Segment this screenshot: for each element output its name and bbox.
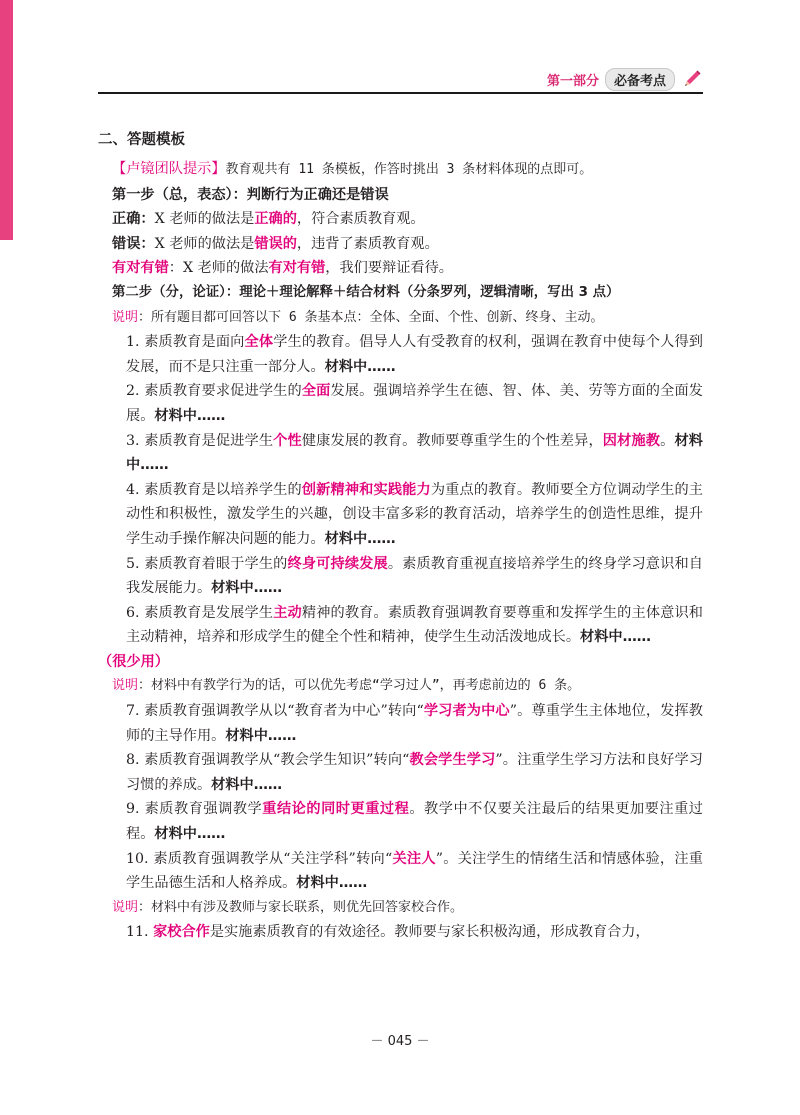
item-7-post: ”。尊重学生主体地位，发挥教师的主导作用。	[126, 703, 703, 744]
section-badge: 必备考点	[605, 68, 675, 91]
note-1-text: ：所有题目都可回答以下 6 条基本点：全体、全面、个性、创新、终身、主动。	[138, 309, 604, 325]
item-7-pre: 7. 素质教育强调教学从以“教育者为中心”转向“	[126, 703, 424, 720]
item-1-highlight: 全体	[244, 334, 274, 351]
rarely-used-note: （很少用）	[98, 653, 169, 670]
item-3-post: 健康发展的教育。教师要尊重学生的个性差异，	[301, 432, 603, 449]
part-label: 第一部分	[546, 73, 599, 89]
item-4-pre: 4. 素质教育是以培养学生的	[126, 481, 302, 498]
note-2	[98, 674, 703, 699]
item-1-pre: 1. 素质教育是面向	[126, 334, 245, 351]
item-3-pre: 3. 素质教育是促进学生	[126, 432, 274, 449]
pencil-icon	[681, 68, 703, 90]
item-3	[98, 429, 703, 478]
item-11	[98, 920, 703, 945]
correct-highlight: 正确的	[254, 211, 297, 228]
item-5-highlight: 终身可持续发展	[287, 555, 388, 572]
correct-post: ，符合素质教育观。	[296, 211, 425, 228]
wrong-label: 错误：	[112, 235, 155, 252]
item-6-material: 材料中……	[580, 629, 651, 646]
item-1-post: 学生的教育。倡导人人有受教育的权利，强调在教育中使每个人得到发展，而不是只注重一部分人。	[126, 334, 703, 375]
wrong-line	[98, 232, 703, 257]
tip-line	[98, 157, 703, 183]
item-9-pre: 9. 素质教育强调教学	[126, 801, 263, 818]
item-11-highlight: 家校合作	[153, 924, 210, 941]
mixed-mid: ：X 老师的做法	[168, 260, 269, 277]
item-9-material: 材料中……	[154, 826, 226, 843]
item-8-highlight: 教会学生学习	[409, 752, 496, 769]
item-6-pre: 6. 素质教育是发展学生	[126, 604, 274, 621]
page-number: － 045 －	[370, 1034, 430, 1049]
item-6-highlight: 主动	[273, 604, 302, 621]
item-1-material: 材料中……	[324, 358, 396, 375]
item-11-pre: 11.	[126, 924, 154, 941]
section-title: 二、答题模板	[98, 132, 185, 148]
correct-line	[98, 207, 703, 232]
item-10-pre: 10. 素质教育强调教学从“关注学科”转向“	[126, 850, 393, 867]
item-2-pre: 2. 素质教育要求促进学生的	[126, 383, 302, 400]
item-1	[98, 330, 703, 379]
item-5-post: 。素质教育重视直接培养学生的终身学习意识和自我发展能力。	[126, 555, 703, 597]
note-3	[98, 896, 703, 921]
item-4-material: 材料中……	[324, 530, 396, 547]
item-4-post: 为重点的教育。教师要全方位调动学生的主动性和积极性，激发学生的兴趣，创设丰富多彩的教育活动，培养学生的创造性思维，提升学生动手操作解决问题的能力。	[126, 481, 703, 547]
item-3-highlight: 个性	[273, 432, 302, 449]
mixed-label: 有对有错	[112, 260, 169, 277]
item-9-post: 。教学中不仅要关注最后的结果更加要注重过程。	[126, 801, 703, 843]
item-5-material: 材料中……	[211, 580, 283, 597]
item-10-post: ”。关注学生的情绪生活和情感体验，注重学生品德生活和人格养成。	[126, 850, 703, 892]
note-2-text: ：材料中有教学行为的话，可以优先考虑“学习过人”，再考虑前边的 6 条。	[138, 678, 581, 694]
mixed-highlight: 有对有错	[268, 260, 326, 277]
note-2-label: 说明	[112, 678, 139, 694]
wrong-post: ，违背了素质教育观。	[296, 235, 439, 252]
item-2-highlight: 全面	[301, 383, 331, 400]
item-9-highlight: 重结论的同时更重过程	[262, 801, 410, 818]
main-content	[98, 128, 703, 945]
item-8	[98, 748, 703, 797]
step1-title: 第一步（总，表态）：判断行为正确还是错误	[112, 186, 389, 203]
item-2-material: 材料中……	[154, 407, 226, 424]
tip-text: 教育观共有 11 条模板，作答时挑出 3 条材料体现的点即可。	[225, 162, 593, 177]
item-4	[98, 478, 703, 552]
note-3-text: ：材料中有涉及教师与家长联系，则优先回答家校合作。	[138, 899, 464, 915]
item-2-post: 发展。强调培养学生在德、智、体、美、劳等方面的全面发展。	[126, 383, 703, 424]
note-1	[98, 306, 703, 331]
item-5	[98, 552, 703, 601]
mixed-line	[98, 256, 703, 281]
item-3-post-2: 。	[660, 432, 675, 449]
item-7-material: 材料中……	[225, 727, 297, 744]
item-11-post: 是实施素质教育的有效途径。教师要与家长积极沟通，形成教育合力，	[209, 924, 650, 941]
wrong-highlight: 错误的	[254, 235, 297, 252]
item-3-highlight-2: 因材施教	[602, 432, 661, 449]
item-6-post: 精神的教育。素质教育强调教育要尊重和发挥学生的主体意识和主动精神，培养和形成学生的健全个性和精神，使学生生动活泼地成长。	[126, 604, 703, 646]
item-10-highlight: 关注人	[392, 850, 436, 867]
header-rule	[98, 92, 703, 94]
item-10	[98, 847, 703, 896]
item-8-pre: 8. 素质教育强调教学从“教会学生知识”转向“	[126, 752, 410, 769]
item-6	[98, 601, 703, 650]
correct-pre: X 老师的做法是	[154, 211, 255, 228]
item-10-material: 材料中……	[296, 875, 368, 892]
item-4-highlight: 创新精神和实践能力	[301, 481, 431, 498]
side-color-tab	[0, 0, 13, 240]
item-2	[98, 379, 703, 428]
step2-title: 第二步（分，论证）：理论＋理论解释＋结合材料（分条罗列，逻辑清晰，写出 3 点）	[112, 284, 620, 300]
item-7-highlight: 学习者为中心	[423, 703, 510, 720]
item-8-material: 材料中……	[211, 776, 283, 793]
item-5-pre: 5. 素质教育着眼于学生的	[126, 555, 288, 572]
item-9	[98, 797, 703, 846]
mixed-post: ，我们要辩证看待。	[325, 260, 453, 277]
item-3-material: 材料中……	[126, 432, 703, 474]
page-header	[98, 68, 703, 92]
wrong-pre: X 老师的做法是	[154, 235, 255, 252]
note-3-label: 说明	[112, 899, 139, 915]
correct-label: 正确：	[112, 211, 155, 228]
item-7	[98, 699, 703, 748]
tip-label: 【卢镜团队提示】	[112, 161, 226, 177]
item-8-post: ”。注重学生学习方法和良好学习习惯的养成。	[126, 752, 703, 793]
note-1-label: 说明	[112, 309, 139, 325]
